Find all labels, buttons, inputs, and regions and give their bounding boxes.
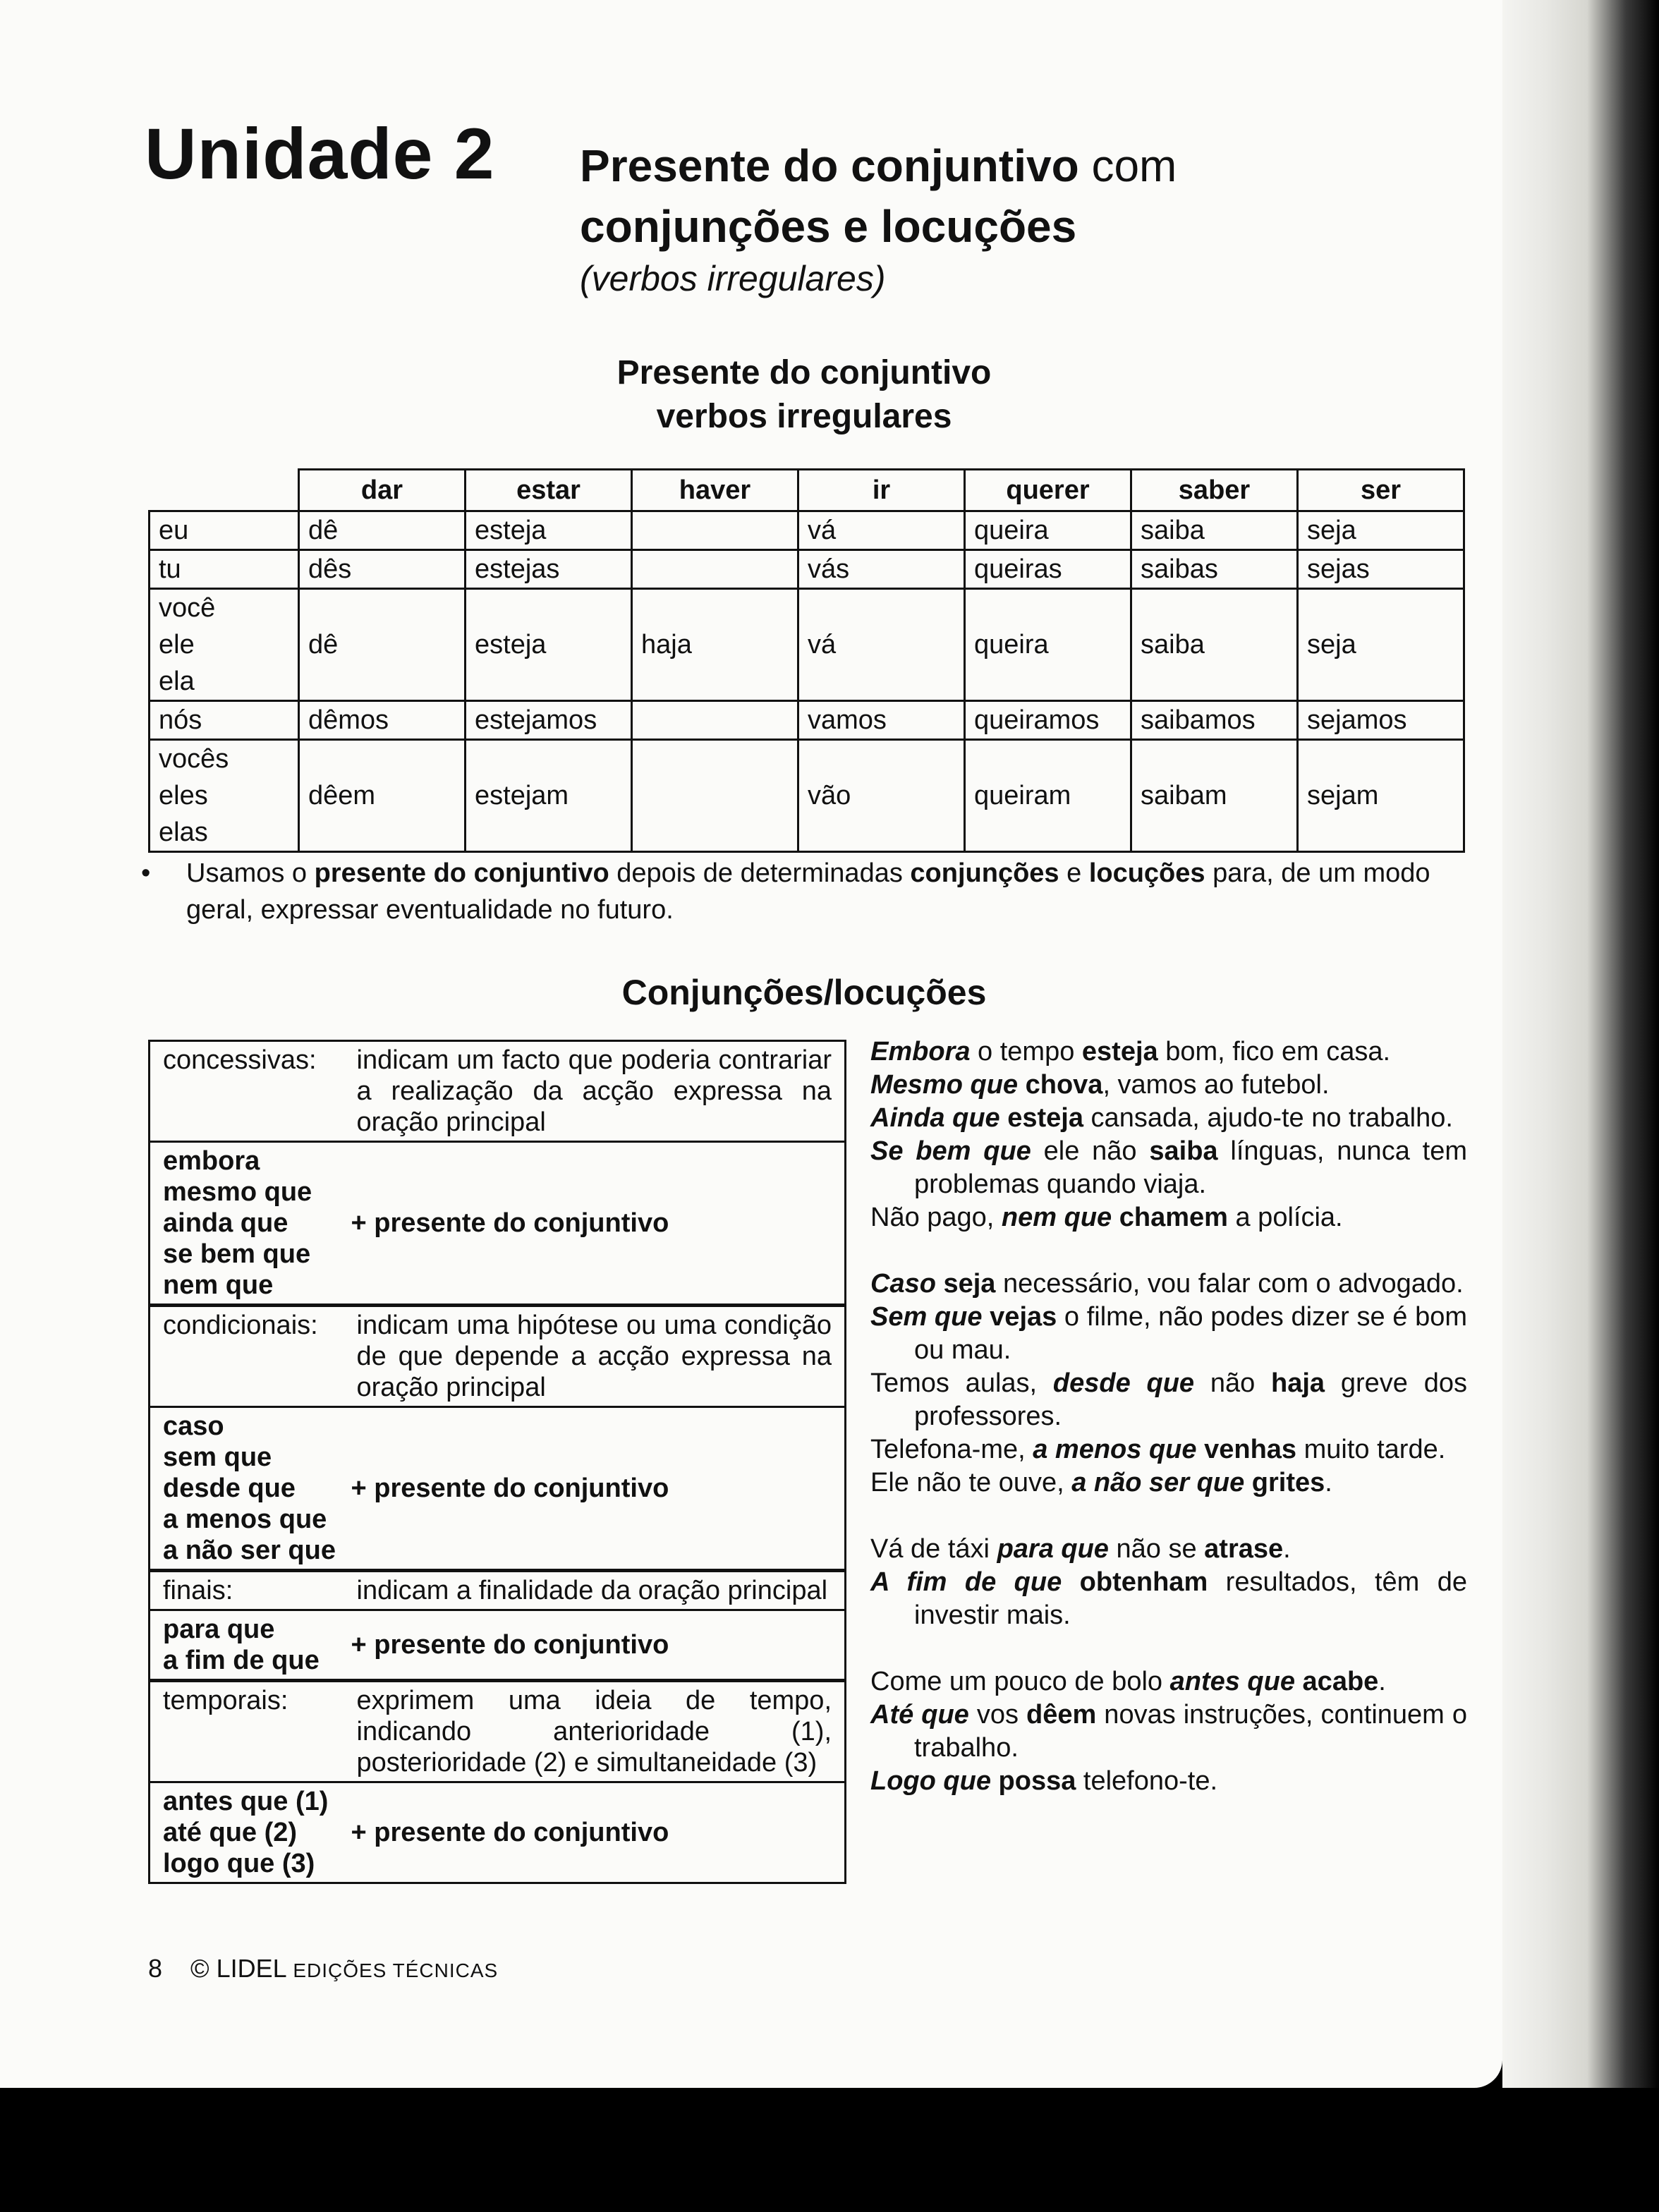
- verb-conjugation-table: [148, 468, 1465, 853]
- note-emphasis: conjunções: [910, 858, 1059, 888]
- example-text: Come um pouco de bolo: [870, 1667, 1170, 1696]
- verb-header-cell: saber: [1131, 470, 1298, 511]
- lesson-title-bold-2: conjunções e locuções: [580, 201, 1077, 252]
- conjunction-word: a não ser que: [163, 1536, 336, 1565]
- conjunction-word: nem que: [163, 1270, 274, 1300]
- unit-title: Unidade 2: [145, 114, 495, 194]
- pronoun: nós: [159, 705, 202, 735]
- verb-table-row: [150, 740, 1464, 852]
- note-text: depois de determinadas: [609, 858, 911, 888]
- example-text: greve dos professores.: [914, 1368, 1467, 1431]
- verb-header-cell: ir: [798, 470, 965, 511]
- conjunction-word: embora: [163, 1146, 260, 1176]
- conjunction-word: logo que (3): [163, 1849, 315, 1878]
- verb-form-cell: sejas: [1298, 550, 1464, 589]
- verb-emphasis: grites: [1251, 1468, 1325, 1497]
- verb-table-row: [150, 589, 1464, 701]
- conjunction-list: [150, 1407, 351, 1571]
- verb-form-cell: esteja: [466, 511, 632, 550]
- verb-table-row: [150, 511, 1464, 550]
- conjunction-emphasis: Mesmo que: [870, 1070, 1019, 1100]
- example-text: Ele não te ouve,: [870, 1468, 1072, 1497]
- verb-form-cell: queira: [965, 511, 1131, 550]
- verb-emphasis: vejas: [990, 1302, 1057, 1332]
- note-text: para, de um modo geral, expressar eventualidade no futuro.: [186, 858, 1430, 925]
- verb-header-cell: haver: [632, 470, 798, 511]
- note-text: e: [1059, 858, 1089, 888]
- verb-emphasis: possa: [998, 1766, 1076, 1796]
- conjunction-emphasis: A fim de que: [870, 1567, 1062, 1597]
- verb-form-cell: seja: [1298, 511, 1464, 550]
- example-text: [1018, 1070, 1026, 1100]
- pronoun: ele: [159, 630, 195, 660]
- verb-header-cell: ser: [1298, 470, 1464, 511]
- example-text: necessário, vou falar com o advogado.: [995, 1269, 1464, 1299]
- verb-form-cell: saibas: [1131, 550, 1298, 589]
- verb-form-cell: dêem: [299, 740, 466, 852]
- conjunction-word: a menos que: [163, 1505, 327, 1534]
- verb-table-corner: [150, 470, 299, 511]
- conjunction-row: [150, 1782, 846, 1883]
- conjunction-word: mesmo que: [163, 1177, 312, 1207]
- example-text: [936, 1269, 944, 1299]
- verb-form-cell: saiba: [1131, 589, 1298, 701]
- conjunction-emphasis: Embora: [870, 1037, 971, 1066]
- conjunctions-heading: Conjunções/locuções: [621, 973, 987, 1012]
- example-sentence: [870, 1069, 1467, 1102]
- conjunction-list: [150, 1142, 351, 1306]
- verb-emphasis: seja: [943, 1269, 996, 1299]
- lesson-subtitle: (verbos irregulares): [580, 259, 886, 298]
- conjunction-rule: + presente do conjuntivo: [351, 1142, 846, 1306]
- example-text: [1000, 1103, 1008, 1133]
- example-text: bom, fico em casa.: [1157, 1037, 1391, 1066]
- example-sentence: [870, 1367, 1467, 1433]
- example-text: telefono-te.: [1076, 1766, 1218, 1796]
- verb-form-cell: queiram: [965, 740, 1131, 852]
- verb-emphasis: chamem: [1119, 1203, 1228, 1232]
- example-group-condicionais: [870, 1268, 1467, 1500]
- example-text: ele não: [1031, 1136, 1150, 1166]
- verb-form-cell: queiramos: [965, 701, 1131, 740]
- conjunction-emphasis: antes que: [1169, 1667, 1295, 1696]
- verb-form-cell: saiba: [1131, 511, 1298, 550]
- example-sentence: [870, 1466, 1467, 1500]
- conjunction-emphasis: para que: [997, 1534, 1109, 1564]
- verb-emphasis: venhas: [1204, 1435, 1297, 1464]
- example-text: Temos aulas,: [870, 1368, 1053, 1398]
- publisher-name: EDIÇÕES TÉCNICAS: [293, 1959, 499, 1981]
- conjunction-word: se bem que: [163, 1239, 311, 1269]
- verb-form-cell: estejamos: [466, 701, 632, 740]
- example-sentence: [870, 1566, 1467, 1632]
- pronoun-cell: [150, 740, 299, 852]
- conjunction-row: [150, 1407, 846, 1571]
- category-description: exprimem uma ideia de tempo, indicando anterioridade (1), posterioridade (2) e simultaneidade (3): [351, 1681, 846, 1782]
- conjunction-word: sem que: [163, 1442, 272, 1472]
- conjunction-list: [150, 1782, 351, 1883]
- verb-table-heading-line2: verbos irregulares: [656, 398, 952, 435]
- example-sentence: [870, 1201, 1467, 1234]
- example-sentence: [870, 1102, 1467, 1135]
- verb-form-cell: haja: [632, 589, 798, 701]
- category-row: [150, 1041, 846, 1142]
- verb-form-cell: vá: [798, 511, 965, 550]
- copyright: © LIDEL: [190, 1954, 286, 1983]
- conjunction-word: desde que: [163, 1473, 296, 1503]
- example-sentence: [870, 1533, 1467, 1566]
- category-description: indicam a finalidade da oração principal: [351, 1571, 846, 1610]
- verb-table-heading-line1: Presente do conjuntivo: [616, 354, 992, 391]
- category-row: [150, 1571, 846, 1610]
- example-text: línguas, nunca tem problemas quando viaja.: [914, 1136, 1467, 1199]
- example-text: a polícia.: [1227, 1203, 1343, 1232]
- verb-emphasis: saiba: [1149, 1136, 1218, 1166]
- example-text: [1112, 1203, 1119, 1232]
- verb-form-cell: vão: [798, 740, 965, 852]
- example-text: .: [1283, 1534, 1291, 1564]
- verb-form-cell: dê: [299, 511, 466, 550]
- conjunction-rule: + presente do conjuntivo: [351, 1407, 846, 1571]
- verb-form-cell: [632, 740, 798, 852]
- pronoun: você: [159, 593, 216, 623]
- example-text: [1197, 1435, 1205, 1464]
- example-sentence: [870, 1765, 1467, 1798]
- verb-table-row: [150, 550, 1464, 589]
- conjunction-row: [150, 1610, 846, 1681]
- pronoun: vocês: [159, 744, 229, 774]
- pronoun-cell: [150, 511, 299, 550]
- conjunction-word: para que: [163, 1615, 275, 1644]
- example-sentence: [870, 1268, 1467, 1301]
- conjunction-emphasis: Ainda que: [870, 1103, 1000, 1133]
- conjunction-emphasis: desde que: [1052, 1368, 1195, 1398]
- verb-form-cell: queira: [965, 589, 1131, 701]
- example-text: [1244, 1468, 1252, 1497]
- pronoun: tu: [159, 554, 181, 584]
- pronoun-cell: [150, 701, 299, 740]
- verb-emphasis: chova: [1025, 1070, 1103, 1100]
- example-text: novas instruções, continuem o trabalho.: [914, 1700, 1467, 1763]
- example-sentence: [870, 1301, 1467, 1367]
- verb-table-header-row: [150, 470, 1464, 511]
- example-group-finais: [870, 1533, 1467, 1632]
- verb-form-cell: dê: [299, 589, 466, 701]
- conjunction-word: a fim de que: [163, 1646, 320, 1675]
- verb-form-cell: saibam: [1131, 740, 1298, 852]
- conjunction-word: ainda que: [163, 1208, 288, 1238]
- example-text: não: [1194, 1368, 1272, 1398]
- category-row: [150, 1306, 846, 1407]
- verb-form-cell: dêmos: [299, 701, 466, 740]
- example-text: .: [1378, 1667, 1386, 1696]
- example-text: cansada, ajudo-te no trabalho.: [1083, 1103, 1453, 1133]
- verb-header-cell: dar: [299, 470, 466, 511]
- example-sentence: [870, 1699, 1467, 1765]
- note-text: Usamos o: [186, 858, 315, 888]
- example-group-temporais: [870, 1665, 1467, 1798]
- verb-form-cell: estejam: [466, 740, 632, 852]
- verb-table-row: [150, 701, 1464, 740]
- verb-form-cell: dês: [299, 550, 466, 589]
- scan-edge-shadow: [1502, 0, 1659, 2088]
- pronoun: eles: [159, 781, 208, 810]
- category-label: concessivas:: [150, 1041, 351, 1142]
- lesson-title-regular: com: [1078, 140, 1177, 191]
- example-text: Vá de táxi: [870, 1534, 997, 1564]
- conjunction-emphasis: Até que: [870, 1700, 969, 1730]
- pronoun-cell: [150, 550, 299, 589]
- example-text: Não pago,: [870, 1203, 1002, 1232]
- example-text: [1295, 1667, 1303, 1696]
- example-text: [991, 1766, 999, 1796]
- verb-header-cell: estar: [466, 470, 632, 511]
- page-number: 8: [148, 1954, 163, 1983]
- verb-emphasis: acabe: [1302, 1667, 1379, 1696]
- conjunction-word: até que (2): [163, 1818, 298, 1847]
- verb-form-cell: saibamos: [1131, 701, 1298, 740]
- conjunctions-table: [148, 1040, 846, 1884]
- verb-form-cell: esteja: [466, 589, 632, 701]
- conjunction-emphasis: a menos que: [1033, 1435, 1197, 1464]
- verb-form-cell: [632, 511, 798, 550]
- category-label: finais:: [150, 1571, 351, 1610]
- verb-form-cell: estejas: [466, 550, 632, 589]
- category-label: condicionais:: [150, 1306, 351, 1407]
- conjunction-word: caso: [163, 1411, 224, 1441]
- conjunction-emphasis: Sem que: [870, 1302, 983, 1332]
- conjunction-emphasis: Logo que: [870, 1766, 991, 1796]
- verb-form-cell: vamos: [798, 701, 965, 740]
- example-text: vos: [968, 1700, 1026, 1730]
- pronoun-cell: [150, 589, 299, 701]
- conjunction-emphasis: Se bem que: [870, 1136, 1031, 1166]
- verb-form-cell: sejam: [1298, 740, 1464, 852]
- verb-form-cell: queiras: [965, 550, 1131, 589]
- verb-form-cell: [632, 550, 798, 589]
- example-sentence: [870, 1035, 1467, 1069]
- conjunction-row: [150, 1142, 846, 1306]
- verb-form-cell: sejamos: [1298, 701, 1464, 740]
- category-label: temporais:: [150, 1681, 351, 1782]
- lesson-title-bold-1: Presente do conjuntivo: [580, 140, 1079, 191]
- note-emphasis: presente do conjuntivo: [314, 858, 609, 888]
- conjunction-emphasis: Caso: [870, 1269, 936, 1299]
- example-text: muito tarde.: [1296, 1435, 1446, 1464]
- pronoun: eu: [159, 516, 189, 545]
- example-text: .: [1325, 1468, 1332, 1497]
- example-text: não se: [1108, 1534, 1205, 1564]
- conjunction-rule: + presente do conjuntivo: [351, 1782, 846, 1883]
- conjunction-word: antes que (1): [163, 1787, 329, 1816]
- example-text: resultados, têm de investir mais.: [914, 1567, 1468, 1630]
- conjunction-emphasis: a não ser que: [1071, 1468, 1245, 1497]
- conjunction-emphasis: nem que: [1001, 1203, 1112, 1232]
- example-group-concessivas: [870, 1035, 1467, 1234]
- example-sentence: [870, 1433, 1467, 1466]
- pronoun: elas: [159, 818, 208, 847]
- page-footer: [148, 1954, 498, 1983]
- verb-emphasis: esteja: [1081, 1037, 1158, 1066]
- examples-column: [870, 1035, 1467, 1798]
- usage-note-text: [186, 855, 1467, 928]
- verb-emphasis: obtenham: [1079, 1567, 1208, 1597]
- verb-emphasis: haja: [1271, 1368, 1325, 1398]
- example-text: , vamos ao futebol.: [1102, 1070, 1330, 1100]
- example-text: Telefona-me,: [870, 1435, 1033, 1464]
- example-text: o filme, não podes dizer se é bom ou mau.: [914, 1302, 1468, 1365]
- category-description: indicam um facto que poderia contrariar a realização da acção expressa na oração principal: [351, 1041, 846, 1142]
- verb-emphasis: atrase: [1204, 1534, 1284, 1564]
- verb-emphasis: esteja: [1007, 1103, 1083, 1133]
- note-emphasis: locuções: [1088, 858, 1205, 888]
- verb-form-cell: seja: [1298, 589, 1464, 701]
- example-text: o tempo: [970, 1037, 1082, 1066]
- usage-note: [141, 855, 1467, 928]
- pronoun: ela: [159, 667, 195, 696]
- conjunction-rule: + presente do conjuntivo: [351, 1610, 846, 1681]
- example-text: [983, 1302, 990, 1332]
- lesson-title: [580, 135, 1426, 257]
- example-sentence: [870, 1135, 1467, 1201]
- example-text: [1062, 1567, 1079, 1597]
- verb-form-cell: [632, 701, 798, 740]
- verb-emphasis: dêem: [1026, 1700, 1097, 1730]
- bullet-icon: •: [141, 858, 151, 888]
- verb-table-heading: [494, 351, 1114, 439]
- verb-form-cell: vás: [798, 550, 965, 589]
- verb-header-cell: querer: [965, 470, 1131, 511]
- conjunction-list: [150, 1610, 351, 1681]
- category-row: [150, 1681, 846, 1782]
- category-description: indicam uma hipótese ou uma condição de que depende a acção expressa na oração principal: [351, 1306, 846, 1407]
- example-sentence: [870, 1665, 1467, 1699]
- verb-form-cell: vá: [798, 589, 965, 701]
